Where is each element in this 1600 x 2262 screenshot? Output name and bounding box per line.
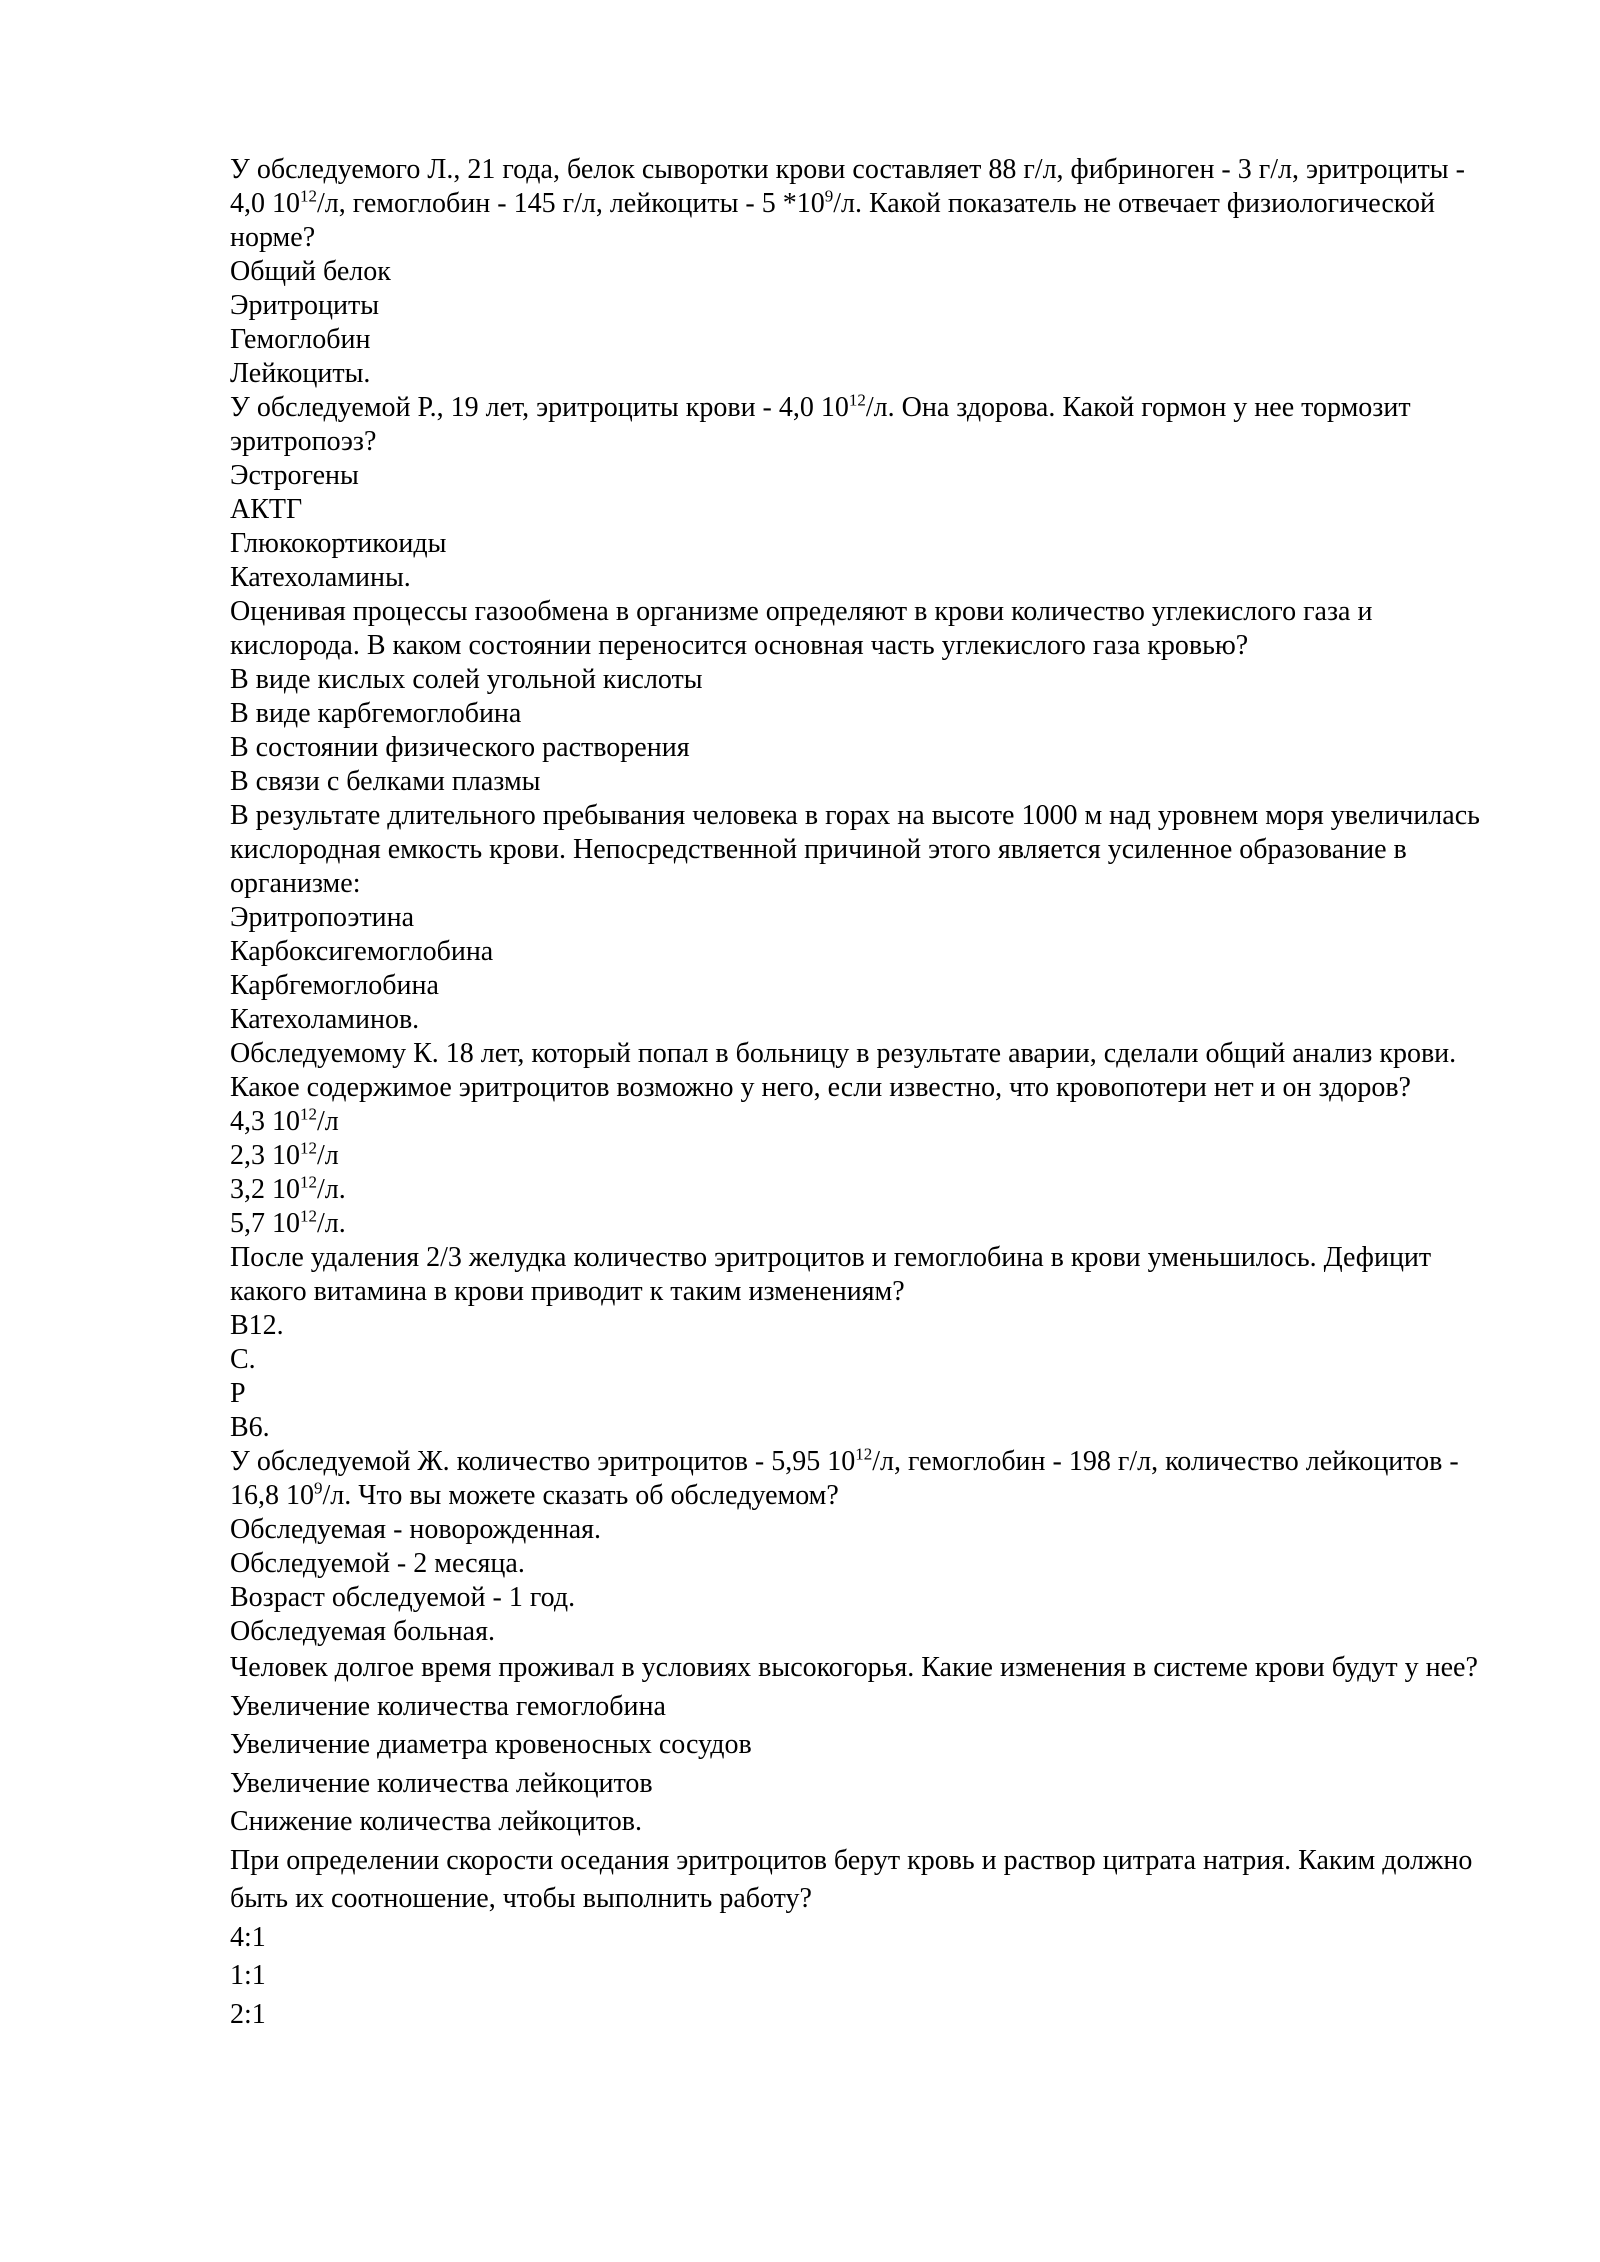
answer-option: АКТГ [230,494,303,525]
answer-option: Глюкокортикоиды [230,528,447,559]
answer-option: Общий белок [230,256,391,287]
answer-option: Гемоглобин [230,324,371,355]
question-text: У обследуемого Л., 21 года, белок сыворотки крови составляет 88 г/л, фибриноген - 3 г/л, эритроциты - 4,0 $10^{12}/л$, гемоглобин - 145 г/л, лейкоциты - 5 $*10^9/л$. Какой показатель не отвечает физиологической норме? [230,154,1465,253]
question-block [230,1842,1480,2035]
answer-option: Р [230,1378,246,1409]
answer-option: 5,7 $10^{12}/л$. [230,1206,346,1239]
answer-option: Карбгемоглобина [230,970,439,1001]
question-text: У обследуемой Р., 19 лет, эритроциты крови - 4,0 $10^{12}/л$. Она здорова. Какой гормон у нее тормозит эритропоэз? [230,390,1411,457]
question-block [230,391,1480,595]
answer-option: С. [230,1344,256,1375]
answer-option: Лейкоциты. [230,358,371,389]
question-block [230,1445,1480,1649]
answer-option: В6. [230,1412,270,1443]
answer-option: Возраст обследуемой - 1 год. [230,1582,576,1613]
answer-option: Катехоламины. [230,562,411,593]
answer-option: Карбоксигемоглобина [230,936,494,967]
answer-option: 4:1 [230,1921,266,1953]
question-block [230,153,1480,391]
answer-option: В связи с белками плазмы [230,766,541,797]
answer-option: Увеличение количества лейкоцитов [230,1767,653,1799]
answer-option: Эритропоэтина [230,902,415,933]
answer-option: Обследуемой - 2 месяца. [230,1548,525,1579]
answer-option: Эстрогены [230,460,359,491]
question-block [230,1649,1480,1842]
answer-option: Обследуемая - новорожденная. [230,1514,601,1545]
question-text: При определении скорости оседания эритроцитов берут кровь и раствор цитрата натрия. Каким должно быть их соотношение, чтобы выполнить работу? [230,1844,1473,1914]
question-block [230,595,1480,799]
question-text: Человек долгое время проживал в условиях высокогорья. Какие изменения в системе крови будут у нее? [230,1652,1478,1683]
question-text: В результате длительного пребывания человека в горах на высоте 1000 м над уровнем моря увеличилась кислородная емкость крови. Непосредственной причиной этого является усиленное образование в организме: [230,800,1480,899]
answer-option: 2:1 [230,1998,266,2030]
answer-option: 2,3 $10^{12}/л$ [230,1138,339,1171]
answer-option: Увеличение количества гемоглобина [230,1690,666,1722]
question-block [230,799,1480,1037]
answer-option: Увеличение диаметра кровеносных сосудов [230,1729,752,1760]
answer-option: Снижение количества лейкоцитов. [230,1806,642,1837]
answer-option: 3,2 $10^{12}/л$. [230,1172,346,1205]
answer-option: 1:1 [230,1960,266,1991]
answer-option: В12. [230,1310,284,1341]
question-text: Оценивая процессы газообмена в организме определяют в крови количество углекислого газа и кислорода. В каком состоянии переносится основная часть углекислого газа кровью? [230,596,1373,661]
question-block [230,1037,1480,1241]
question-text: У обследуемой Ж. количество эритроцитов - 5,95 $10^{12}/л$, гемоглобин - 198 г/л, количество лейкоцитов - 16,8 $10^9/л$. Что вы можете сказать об обследуемом? [230,1444,1459,1511]
answer-option: 4,3 $10^{12}/л$ [230,1104,339,1137]
question-block [230,1241,1480,1445]
answer-option: Эритроциты [230,290,380,321]
answer-option: Обследуемая больная. [230,1616,495,1647]
answer-option: В виде карбгемоглобина [230,698,522,729]
question-text: После удаления 2/3 желудка количество эритроцитов и гемоглобина в крови уменьшилось. Дефицит какого витамина в крови приводит к таким изменениям? [230,1242,1432,1307]
answer-option: В виде кислых солей угольной кислоты [230,664,703,695]
answer-option: Катехоламинов. [230,1004,420,1035]
answer-option: В состоянии физического растворения [230,732,690,763]
question-text: Обследуемому К. 18 лет, который попал в больницу в результате аварии, сделали общий анализ крови. Какое содержимое эритроцитов возможно у него, если известно, что кровопотери нет и он здоров? [230,1038,1457,1103]
